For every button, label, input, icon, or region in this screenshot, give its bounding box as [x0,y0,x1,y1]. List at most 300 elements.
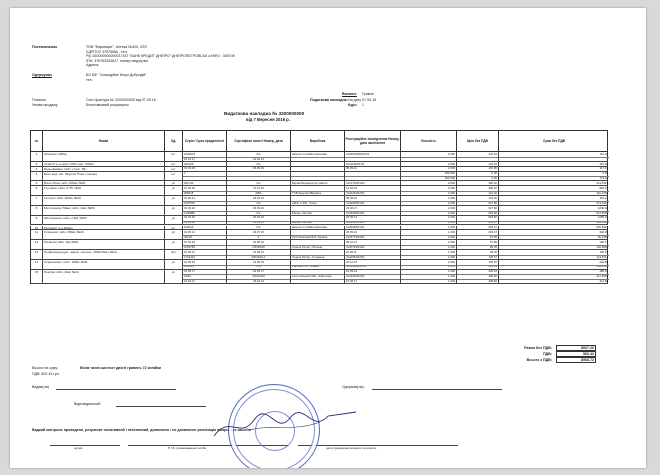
item-registration-cell [345,167,401,171]
item-price: 425.19 [488,264,497,269]
sub-row-divider [457,255,498,256]
item-manufacturer-cell [291,162,345,166]
item-sum-cell [499,240,609,249]
item-quantity: 2.000 [448,235,455,240]
item-price-cell [457,206,499,215]
item-certificate: 22.09.16 [253,250,264,254]
item-registration-cell [345,172,401,181]
item-manufacturer: Лаолюь С.А., Іспанія [292,264,319,269]
vat-value: 560.43 [556,351,596,357]
item-series: 1005784 [184,244,195,249]
item-series: 100613 [184,225,194,230]
item-sum: 417.01 [599,166,608,171]
item-manufacturer: Ebewe, Австрія [292,210,312,215]
item-registration: UA/3000/01/01 [346,210,365,215]
item-quantity-cell [401,216,457,225]
row-number: 6 [31,186,43,195]
item-series: 01.05.21 [184,250,195,254]
item-registration: 20.12.15 [346,259,357,264]
item-sum: 66.1960 [597,235,608,240]
item-quantity: 2.000 [448,152,455,156]
item-series: 01.05.18 [184,186,195,191]
item-quantity-cell [401,270,457,284]
item-quantity-cell [401,240,457,249]
item-sum: 106.8802 [596,244,608,249]
sub-row-divider [227,245,290,246]
item-quantity: 1.000 [448,274,455,279]
position-line [116,406,206,407]
item-manufacturer-cell [291,172,345,181]
sub-row-divider [401,245,456,246]
item-quantity-cell [401,186,457,195]
supplier-line: ТОВ "Фармацит", Аптека №320, АТО [86,45,148,49]
sub-row-divider [291,211,344,212]
item-name: Метотрексат табл. 2,5мг №50 [43,216,165,225]
sub-row-divider [457,245,498,246]
row-number: 1 [31,152,43,161]
sub-row-divider [183,176,226,177]
item-sum: 161.20 [599,152,608,156]
received-signature-line [372,389,502,390]
item-unit: шт [165,172,183,181]
item-price-cell [457,167,499,171]
item-quantity-cell [401,226,457,230]
item-sum: 116.21 [599,196,608,200]
sign-caption: нд мм [74,446,83,450]
sub-row-divider [401,176,456,177]
sub-row-divider [345,235,400,236]
item-certificate: б/н [256,152,261,156]
sub-row-divider [227,235,290,236]
item-price-cell [457,152,499,161]
received-label: Одержав(ла): [342,385,365,389]
row-number: 13 [31,250,43,259]
item-sum: 647.6539 [596,210,608,215]
item-manufacturer-cell [291,230,345,239]
item-sum-cell [499,206,609,215]
sub-row-divider [457,274,498,275]
item-sum-cell [499,270,609,284]
item-manufacturer-cell [291,206,345,215]
sub-row-divider [345,191,400,192]
item-series: 2 [184,171,186,176]
item-quantity: 2.000 [448,161,455,166]
item-quantity: 2.000 [448,181,455,186]
item-registration: UA/0660/02/01 [346,254,365,259]
item-name: Оптикорт р-н 200мл [43,226,165,230]
item-sum: 489.0443 [596,264,608,269]
item-quantity: 200.000 [444,171,455,176]
item-quantity-cell [401,152,457,161]
item-registration-cell [345,226,401,230]
document-date: від 7 Вересня 2016 р. [246,117,290,122]
item-registration: 28.05.16 [346,230,357,235]
sub-row-divider [401,279,456,280]
item-unit: уп [165,216,183,225]
item-series: 1094878 [184,152,195,156]
item-certificate: 19.05.16 [253,259,264,264]
sub-row-divider [401,191,456,192]
sub-row-divider [227,191,290,192]
table-header [30,130,608,152]
sub-row-divider [291,157,344,158]
item-certificate: 07.07.15 [253,186,264,191]
item-unit: уп [165,181,183,185]
sub-row-divider [183,274,226,275]
item-price-cell [457,196,499,205]
item-quantity: 2.000 [448,215,455,220]
item-unit: уп [165,230,183,239]
item-series: 1100880 [184,210,195,215]
item-series-cell [183,162,227,166]
sub-row-divider [401,157,456,158]
sub-row-divider [291,201,344,202]
item-price: 105.57 [488,259,497,264]
sub-row-divider [291,235,344,236]
item-registration-cell [345,196,401,205]
item-registration-cell [345,186,401,195]
item-sum-cell [499,250,609,259]
item-certificate: б/3/00100 [252,244,265,249]
tax-date-value: На дату 07.09.16 [348,98,377,102]
sub-row-divider [499,279,609,280]
item-series: 1007020 [184,200,195,205]
issued-label: Видав(ла) [32,385,49,389]
item-series: 01.04.18 [184,215,195,220]
item-price: 208.84 [488,274,497,279]
sum-no-vat-label: Разом без ПДВ: [524,346,552,350]
item-unit: шт [165,167,183,171]
item-registration: 05.06.20 [346,196,357,200]
basis-value: Безготівковий розрахунок [86,102,129,107]
item-sum: 829.07 [599,186,608,191]
currency-value: Гривня [362,92,374,96]
item-price: 95.00 [490,250,497,254]
table-row [30,250,608,260]
item-manufacturer-cell [291,250,345,259]
item-manufacturer: ТОВ Здоров'я/Верміль [292,190,322,195]
sub-row-divider [183,191,226,192]
item-quantity: 1.000 [448,250,455,254]
item-quantity-cell [401,196,457,205]
sub-row-divider [499,176,609,177]
item-sum: 302.9901 [596,225,608,230]
col-header: Сертифікат якості Номер, дата [227,131,291,153]
item-quantity: 1.000 [448,244,455,249]
sub-row-divider [457,201,498,202]
item-registration-cell [345,250,401,259]
item-price-cell [457,181,499,185]
col-header: Ціна без ПДВ [457,131,499,153]
sub-row-divider [291,176,344,177]
sub-row-divider [457,191,498,192]
sub-row-divider [499,235,609,236]
item-quantity: 1.000 [448,196,455,200]
item-certificate: 06.09.16 [253,205,264,210]
item-name: Атакгліт р-н орал. 20% конт. 100мл [43,162,165,166]
item-quantity-cell [401,162,457,166]
sub-row-divider [401,274,456,275]
item-quantity: 1.000 [448,225,455,230]
item-price: 95.00 [490,244,497,249]
item-series: 1701344 [184,254,195,259]
item-quantity-cell [401,206,457,215]
sub-row-divider [183,211,226,212]
sub-row-divider [183,279,226,280]
item-registration-cell [345,270,401,284]
item-registration: UA/0723/01/01 [346,244,365,249]
item-price: 134.34 [488,152,497,156]
table-row [30,186,608,196]
sub-row-divider [401,255,456,256]
item-series-cell [183,181,227,185]
item-certificate-cell [227,240,291,249]
recipient-label: Одержувач [32,73,52,77]
table-row [30,172,608,182]
item-sum: 302.99 [599,230,608,235]
item-price: 0.00 [491,176,497,181]
sub-row-divider [183,201,226,202]
item-sum: 121.4014 [596,254,608,259]
item-manufacturer: Abbie С.Р.Е., Італія [292,200,317,205]
item-registration-cell [345,260,401,269]
row-number: 10 [31,226,43,230]
supplier-line: ЄДРПОУ 37676556 , тел. [86,49,128,54]
item-registration-cell [345,230,401,239]
item-certificate: 04.05.16 [253,240,264,244]
item-sum: 412.6609 [596,274,608,279]
item-sum: 1840.00 [597,205,608,210]
item-certificate: 20.03.16 [253,215,264,220]
item-registration: 05.09.11 [346,166,357,171]
item-name: Бальзамамет табл. п/пол. 60т [43,167,165,171]
table-row [30,270,608,285]
item-sum: 136.17 [599,240,608,244]
item-registration: UA/0068/01/01 [346,225,365,230]
item-manufacturer-cell [291,226,345,230]
sub-row-divider [499,274,609,275]
item-price: 927.80 [488,200,497,205]
item-quantity-cell [401,260,457,269]
sub-row-divider [291,245,344,246]
item-registration: UA/9909/01/01 [346,200,365,205]
sub-row-divider [457,176,498,177]
item-sum: 116.2059 [596,190,608,195]
col-header: № [31,131,43,153]
item-unit: уп [165,186,183,195]
col-header: Од. [165,131,183,153]
item-series: 001730 [184,181,194,186]
item-quantity: 2.000 [448,166,455,171]
item-price: 0.00 [491,171,497,176]
sub-row-divider [345,201,400,202]
item-series: ZD1A [184,274,192,279]
item-manufacturer: Шоколс по Майн Николаєв [292,225,327,230]
item-certificate-cell [227,167,291,171]
position-label: Відповідальний: [74,402,102,406]
item-price: 425.19 [488,269,497,274]
item-manufacturer: Гедеон Ріхтер, Угорщина [292,254,325,259]
sub-row-divider [345,274,400,275]
item-manufacturer-cell [291,270,345,284]
item-certificate-cell [227,206,291,215]
sub-row-divider [291,279,344,280]
item-registration: 10.05.11 [346,250,357,254]
item-certificate: б/н [256,181,261,186]
sub-row-divider [499,157,609,158]
sub-row-divider [345,176,400,177]
item-price: 57.80 [490,235,497,240]
item-price-cell [457,216,499,225]
item-quantity: 1.000 [448,279,455,284]
table-row [30,230,608,240]
item-series: 01.02.18 [184,220,195,225]
item-price-cell [457,186,499,195]
item-certificate-cell [227,260,291,269]
item-certificate: 2 [257,235,260,240]
item-manufacturer: Гедеон Ріхтер, Польща [292,244,323,249]
item-quantity: 2.000 [448,186,455,191]
item-series-cell [183,226,227,230]
item-price: 618.82 [488,215,497,220]
item-price: 927.80 [488,205,497,210]
sub-row-divider [345,279,400,280]
sub-row-divider [291,255,344,256]
row-number: 15 [31,270,43,284]
item-price: 101.02 [488,190,497,195]
item-quantity: 2.000 [448,259,455,264]
item-series: 01.04.17 [184,279,195,284]
item-sum-cell [499,260,609,269]
item-unit: уп [165,270,183,284]
item-certificate: 06.09.16 [253,166,264,171]
item-name: Глутаргін табл. 0.75г №30 [43,186,165,195]
table-row [30,206,608,216]
item-certificate: 04.05.17 [253,269,264,274]
item-name: Спіронолакт. табл. 100мг №30 [43,260,165,269]
item-unit: шт [165,152,183,161]
item-sum: 106.97 [599,250,608,254]
item-series-cell [183,172,227,181]
item-certificate-cell [227,172,291,181]
sub-row-divider [499,245,609,246]
item-name: Пачингін табл. 40н №30 [43,240,165,249]
currency-label: Валюта: [342,92,357,96]
item-sum-cell [499,181,609,185]
item-price: 134.34 [488,161,497,166]
item-certificate: б/н [256,200,261,205]
item-sum: 242.80 [599,259,608,264]
vat-label: ПДВ: [543,352,552,356]
item-manufacturer-cell [291,196,345,205]
item-sum: 305.5520 [596,220,608,225]
item-registration: UA/1169/01/01 [346,161,365,166]
item-series-cell [183,230,227,239]
sub-row-divider [291,191,344,192]
item-sum: 773.44 [599,176,608,181]
item-sum-cell [499,230,609,239]
item-certificate: б/н [256,161,261,166]
col-header: Назва [43,131,165,153]
item-quantity-cell [401,250,457,259]
rate-label: Курс: [348,102,358,107]
item-registration-cell [345,206,401,215]
item-registration-cell [345,162,401,166]
item-price-cell [457,240,499,249]
table-row [30,152,608,162]
item-sum-cell [499,216,609,225]
sub-row-divider [401,211,456,212]
row-number: 5 [31,181,43,185]
item-series-cell [183,270,227,284]
item-sum: 489.04 [599,269,608,274]
item-name: Гептрал табл. 400мг №20 [43,196,165,205]
item-price-cell [457,260,499,269]
item-certificate: б/н [256,210,261,215]
item-series: 01.04.17 [184,156,195,161]
item-certificate-cell [227,270,291,284]
item-certificate: 000/2001-1 [251,254,266,259]
item-unit: шт [165,162,183,166]
item-certificate: 01.02.13 [253,156,264,161]
recipient-phone: тел. [86,77,93,82]
item-price: 101.02 [488,196,497,200]
item-price-cell [457,270,499,284]
item-sum-cell [499,172,609,181]
sub-row-divider [499,201,609,202]
item-unit: уп [165,260,183,269]
row-number: 2 [31,162,43,166]
item-price-cell [457,230,499,239]
item-quantity-cell [401,230,457,239]
item-unit: фл [165,250,183,259]
sub-row-divider [499,255,609,256]
item-series: 01.05.21 [184,230,195,235]
item-certificate-cell [227,162,291,166]
supplier-label: Постачальник [32,45,58,49]
item-certificate-cell [227,186,291,195]
item-price: 350.40 [488,186,497,191]
issued-signature-line [56,389,176,390]
item-certificate-cell [227,230,291,239]
item-quantity: 1.000 [448,220,455,225]
item-registration: 14.02.16 [346,186,357,191]
col-header: Серія / Срок придатності [183,131,227,153]
sub-row-divider [457,235,498,236]
item-price: 57.80 [490,240,497,244]
item-sum-cell [499,167,609,171]
row-number: 4 [31,172,43,181]
row-number: 3 [31,167,43,171]
row-number: 7 [31,196,43,205]
item-quantity: 1.000 [448,264,455,269]
item-series: 01.05.18 [184,259,195,264]
tax-date-label: Податкова накладна: [310,98,348,102]
item-sum: 974.0497 [596,200,608,205]
item-name: Бинт мед. акт. Медлок Плюс (токарс) [43,172,165,181]
sub-row-divider [291,274,344,275]
item-registration: UA/3001/01/01 [346,220,365,225]
item-name: Нексіум табл. 40мг №14 [43,270,165,284]
table-row [30,240,608,250]
item-manufacturer: Верані Верналагусії Нікели [292,181,328,186]
item-registration: UA/0202/02/01 [346,190,365,195]
sum-in-words: Вісім тисяч шістсот двісті гривень 72 копійки [80,366,161,370]
item-series: 201026 [184,161,194,166]
item-price-cell [457,162,499,166]
item-price: 105.57 [488,254,497,259]
sign-caption: П.І.Б. уповноваженої особи [168,446,207,450]
